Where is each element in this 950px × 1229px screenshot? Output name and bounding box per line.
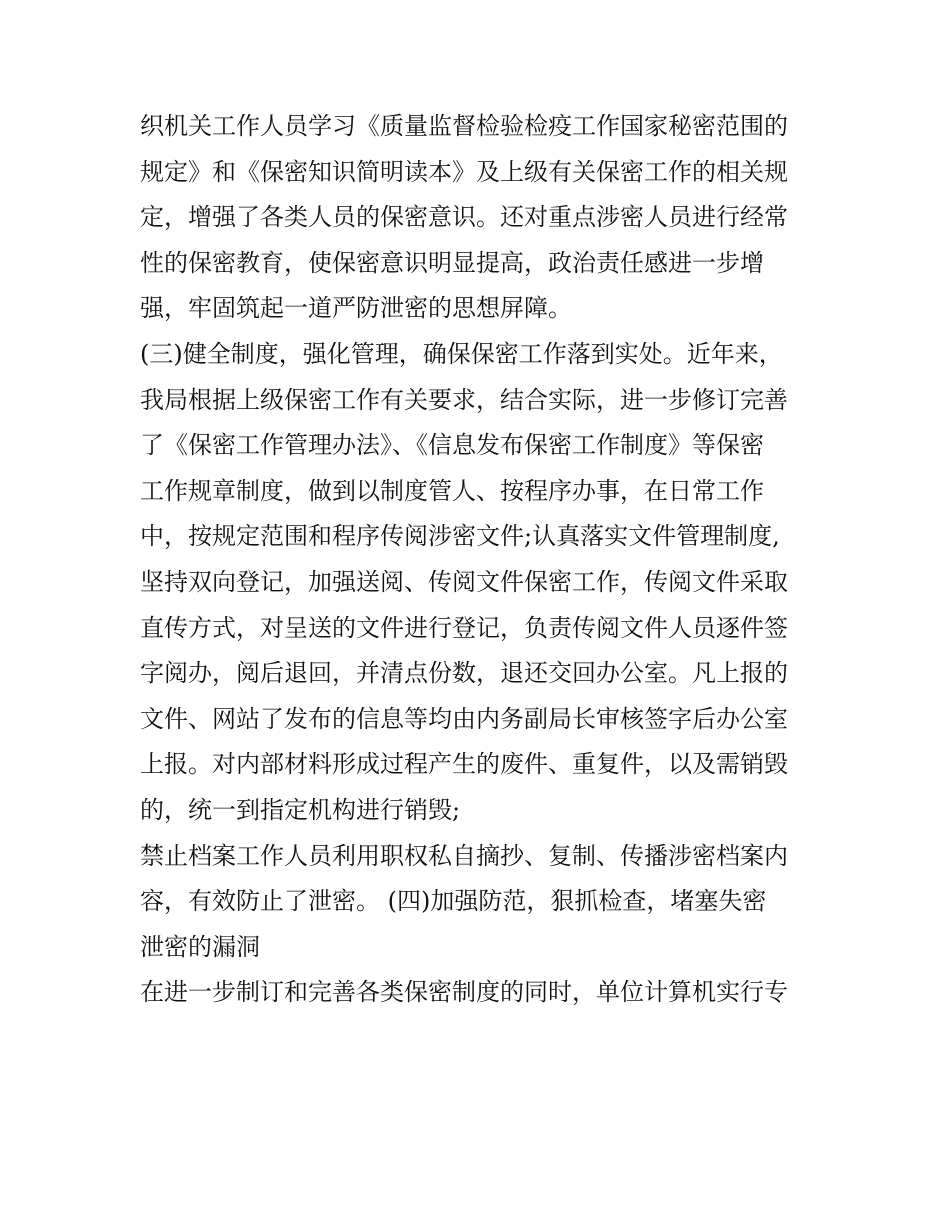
text-line: 了《保密工作管理办法》、《信息发布保密工作制度》等保密 (140, 431, 764, 460)
text-line: 中，按规定范围和程序传阅涉密文件;认真落实文件管理制度, (140, 522, 780, 551)
text-line: (三)健全制度，强化管理，确保保密工作落到实处。近年来， (140, 339, 783, 368)
text-line: 容，有效防止了泄密。 (四)加强防范，狠抓检查，堵塞失密 (140, 887, 767, 916)
text-line: 我局根据上级保密工作有关要求，结合实际，进一步修订完善 (140, 385, 788, 414)
text-line: 禁止档案工作人员利用职权私自摘抄、复制、传播涉密档案内 (140, 841, 788, 870)
text-line: 规定》和《保密知识简明读本》及上级有关保密工作的相关规 (140, 157, 788, 186)
text-line: 坚持双向登记，加强送阅、传阅文件保密工作，传阅文件采取 (140, 567, 788, 596)
text-line: 直传方式，对呈送的文件进行登记，负责传阅文件人员逐件签 (140, 613, 788, 642)
text-line: 工作规章制度，做到以制度管人、按程序办事，在日常工作 (140, 476, 764, 505)
text-line: 强，牢固筑起一道严防泄密的思想屏障。 (140, 294, 572, 323)
text-line: 性的保密教育，使保密意识明显提高，政治责任感进一步增 (140, 248, 764, 277)
text-line: 泄密的漏洞 (140, 932, 260, 961)
text-line: 上报。对内部材料形成过程产生的废件、重复件，以及需销毁 (140, 750, 788, 779)
document-body (140, 104, 820, 1016)
text-line: 在进一步制订和完善各类保密制度的同时，单位计算机实行专 (140, 978, 788, 1007)
text-line: 字阅办，阅后退回，并清点份数，退还交回办公室。凡上报的 (140, 659, 788, 688)
text-line: 的，统一到指定机构进行销毁; (140, 795, 461, 824)
text-line: 织机关工作人员学习《质量监督检验检疫工作国家秘密范围的 (140, 112, 788, 140)
text-line: 定，增强了各类人员的保密意识。还对重点涉密人员进行经常 (140, 203, 788, 232)
text-line: 文件、网站了发布的信息等均由内务副局长审核签字后办公室 (140, 704, 788, 733)
